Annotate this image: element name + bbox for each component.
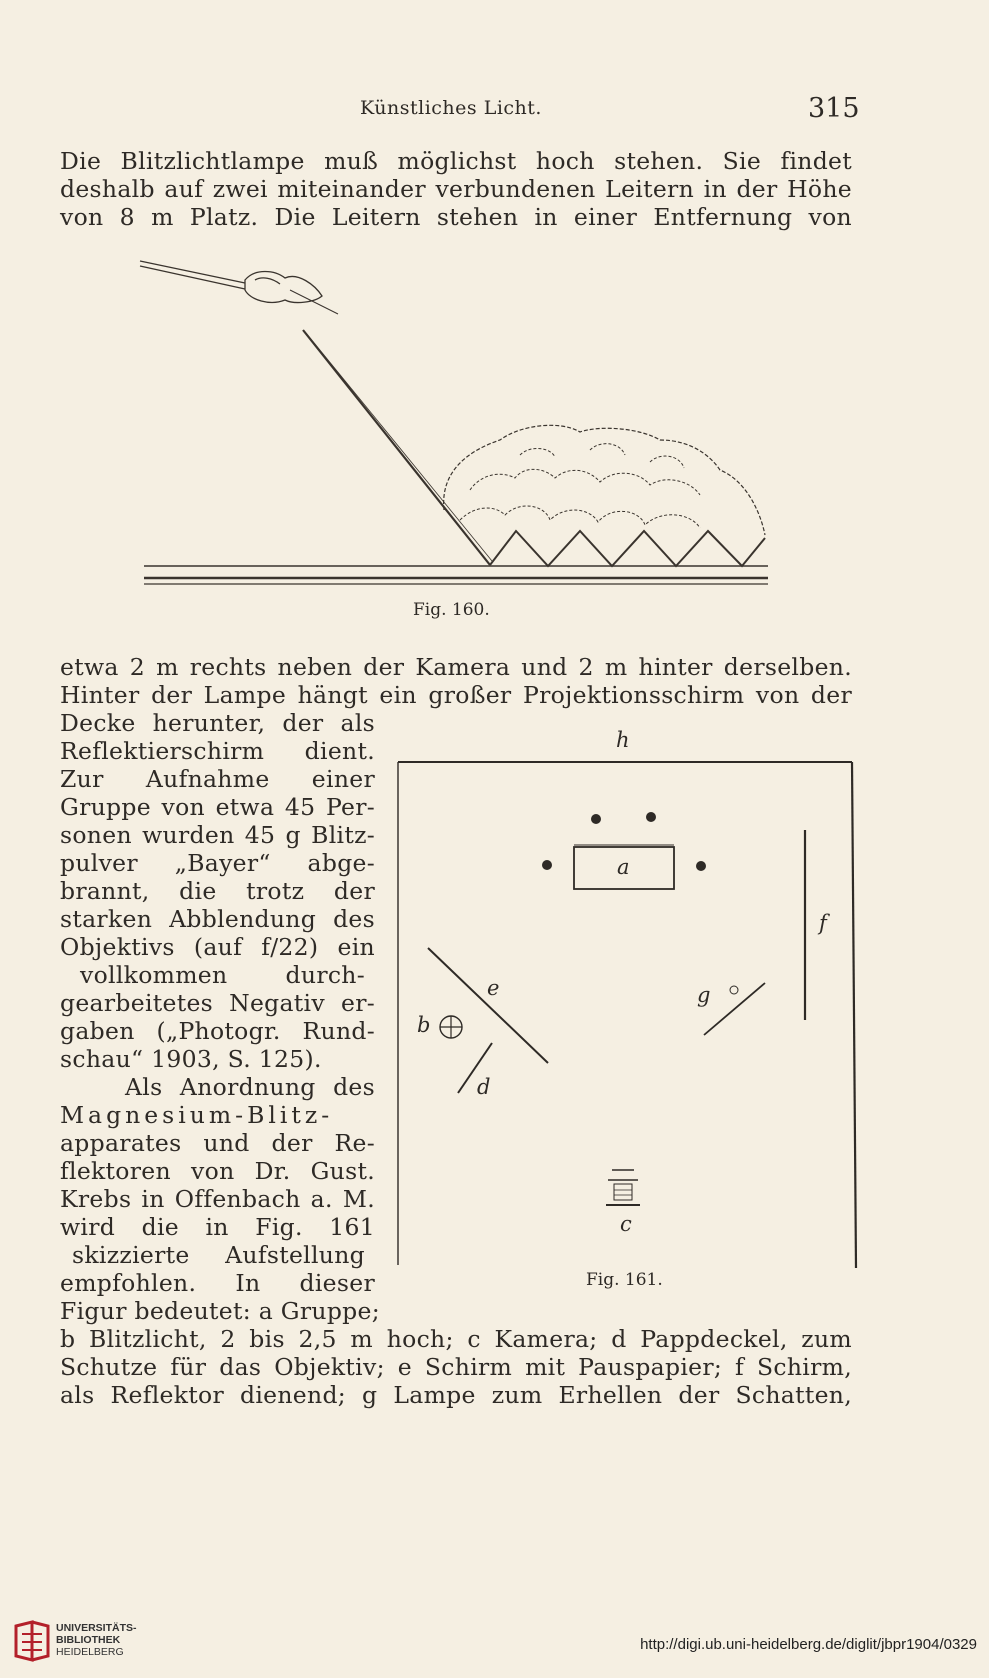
text-line: Decke herunter, der als <box>60 709 375 737</box>
label-d: d <box>477 1075 491 1099</box>
source-url[interactable]: http://digi.ub.uni-heidelberg.de/diglit/jbpr1904/0329 <box>640 1636 977 1653</box>
text-line: Schutze für das Objektiv; e Schirm mit Pauspapier; f Schirm, <box>60 1353 852 1381</box>
camera-c <box>606 1170 640 1205</box>
text-line: Hinter der Lampe hängt ein großer Projektionsschirm von der <box>60 681 852 709</box>
library-logo-icon <box>12 1620 52 1664</box>
text-line: apparates und der Re- <box>60 1129 375 1157</box>
text-line: Als Anordnung des <box>125 1073 375 1101</box>
text-line: Die Blitzlichtlampe muß möglichst hoch stehen. Sie findet <box>60 147 852 175</box>
text-line: gaben („Photogr. Rund- <box>60 1017 375 1045</box>
text-line: von 8 m Platz. Die Leitern stehen in einer Entfernung von <box>60 203 852 231</box>
text-line: wird die in Fig. 161 <box>60 1213 375 1241</box>
screen-e <box>428 948 548 1063</box>
label-g: g <box>697 983 711 1007</box>
text-line: flektoren von Dr. Gust. <box>60 1157 375 1185</box>
text-line: etwa 2 m rechts neben der Kamera und 2 m hinter derselben. <box>60 653 852 681</box>
text-line: pulver „Bayer“ abge- <box>60 849 375 877</box>
figure-160-caption: Fig. 160. <box>413 600 490 620</box>
label-b: b <box>417 1013 431 1037</box>
text-line: deshalb auf zwei miteinander verbundenen Leitern in der Höhe <box>60 175 852 203</box>
library-name-line: UNIVERSITÄTS- <box>56 1622 137 1634</box>
text-line: sonen wurden 45 g Blitz- <box>60 821 375 849</box>
text-line: Zur Aufnahme einer <box>60 765 375 793</box>
text-line: schau“ 1903, S. 125). <box>60 1045 322 1073</box>
label-f: f <box>819 911 827 935</box>
text-line: Magnesium-Blitz- <box>60 1101 334 1129</box>
figure-161-caption: Fig. 161. <box>586 1270 663 1290</box>
text-line: Reflektierschirm dient. <box>60 737 375 765</box>
label-h: h <box>616 728 630 752</box>
text-line: brannt, die trotz der <box>60 877 375 905</box>
text-line: Gruppe von etwa 45 Per- <box>60 793 375 821</box>
lamp-g-line <box>704 983 765 1035</box>
text-line: skizzierte Aufstellung <box>72 1241 365 1269</box>
text-line: Objektivs (auf f/22) ein <box>60 933 375 961</box>
text-line: empfohlen. In dieser <box>60 1269 375 1297</box>
page-number: 315 <box>808 93 860 124</box>
text-line: gearbeitetes Negativ er- <box>60 989 375 1017</box>
library-name <box>56 1622 137 1658</box>
library-name-line: BIBLIOTHEK <box>56 1634 121 1646</box>
label-e: e <box>487 976 500 1000</box>
text-line: als Reflektor dienend; g Lampe zum Erhellen der Schatten, <box>60 1381 852 1409</box>
running-title: Künstliches Licht. <box>360 97 542 119</box>
library-name-line: HEIDELBERG <box>56 1646 124 1658</box>
text-line: Figur bedeutet: a Gruppe; <box>60 1297 380 1325</box>
text-line: vollkommen durch- <box>80 961 365 989</box>
room-right-wall <box>852 762 856 1268</box>
label-a: a <box>617 855 630 879</box>
text-line: b Blitzlicht, 2 bis 2,5 m hoch; c Kamera; d Pappdeckel, zum <box>60 1325 852 1353</box>
label-c: c <box>620 1212 632 1236</box>
text-line: Krebs in Offenbach a. M. <box>60 1185 375 1213</box>
text-line: starken Abblendung des <box>60 905 375 933</box>
